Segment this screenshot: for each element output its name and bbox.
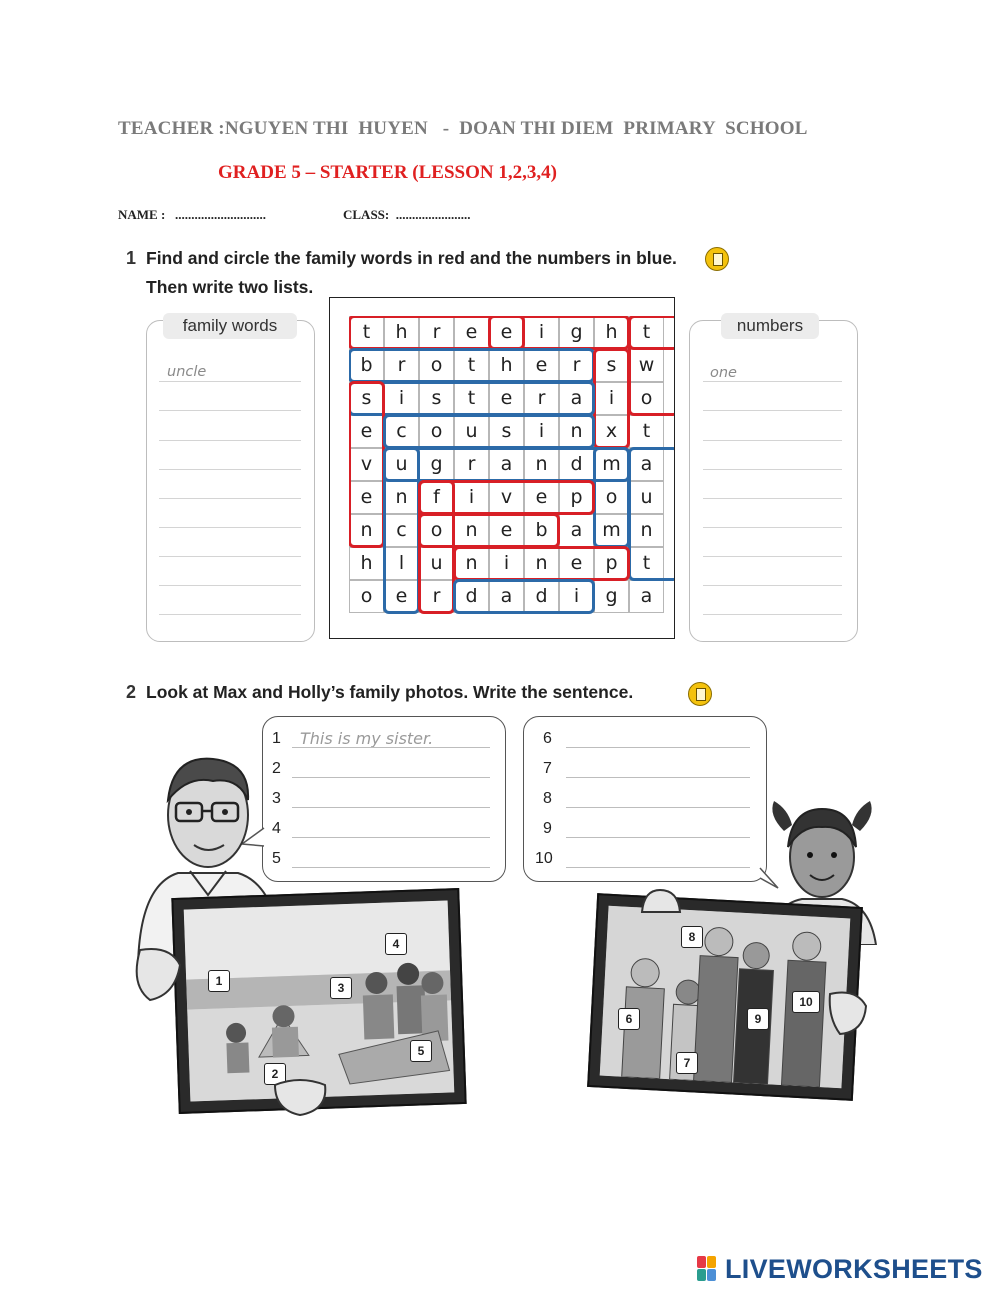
grid-letter[interactable]: o <box>419 415 454 448</box>
sentence-line[interactable] <box>292 747 490 748</box>
sentence-line[interactable] <box>292 777 490 778</box>
family-word-ring <box>453 546 630 581</box>
sentence-line[interactable] <box>566 747 750 748</box>
grid-letter[interactable]: p <box>594 547 629 580</box>
grid-letter[interactable]: i <box>524 415 559 448</box>
number-line[interactable] <box>703 585 842 586</box>
photo-tag: 4 <box>385 933 407 955</box>
grid-letter[interactable]: o <box>419 514 454 547</box>
grid-letter[interactable]: u <box>454 415 489 448</box>
grid-letter[interactable]: d <box>454 580 489 613</box>
grid-letter[interactable]: t <box>349 316 384 349</box>
grid-letter[interactable]: v <box>489 481 524 514</box>
sentence-number: 2 <box>272 760 281 777</box>
photo-tag: 8 <box>681 926 703 948</box>
grid-letter[interactable]: r <box>454 448 489 481</box>
photo-tag: 3 <box>330 977 352 999</box>
number-word-ring <box>628 447 675 581</box>
task-1-instruction-line1: Find and circle the family words in red and the numbers in blue. <box>146 248 677 268</box>
sentence-number: 10 <box>535 850 553 867</box>
girl-hand-left <box>638 886 684 916</box>
grid-letter[interactable]: t <box>629 547 664 580</box>
family-word-line[interactable] <box>159 614 301 615</box>
numbers-sample: one <box>710 365 737 381</box>
family-photo-frame <box>587 893 863 1101</box>
sentence-number: 1 <box>272 730 281 747</box>
sentence-number: 8 <box>543 790 552 807</box>
grid-letter[interactable]: o <box>419 349 454 382</box>
grid-letter[interactable]: v <box>349 448 384 481</box>
grid-letter[interactable]: i <box>454 481 489 514</box>
boy-hand-right <box>270 1075 330 1120</box>
family-words-sample: uncle <box>167 364 207 380</box>
number-line[interactable] <box>703 556 842 557</box>
grid-letter[interactable]: e <box>524 349 559 382</box>
grid-letter[interactable]: a <box>559 382 594 415</box>
sentence-line[interactable] <box>292 867 490 868</box>
sentence-line[interactable] <box>566 807 750 808</box>
family-word-ring <box>593 348 630 449</box>
task-2-instruction: Look at Max and Holly’s family photos. Write the sentence. <box>146 682 634 702</box>
sentence-line[interactable] <box>292 837 490 838</box>
boy-hand-left <box>130 945 190 1005</box>
grid-letter[interactable]: a <box>489 448 524 481</box>
sentence-number: 4 <box>272 820 281 837</box>
photo-tag: 6 <box>618 1008 640 1030</box>
beach-photo <box>184 900 455 1101</box>
grid-letter[interactable]: s <box>594 349 629 382</box>
photo-tag: 9 <box>747 1008 769 1030</box>
grid-letter[interactable]: e <box>489 316 524 349</box>
grid-letter[interactable]: n <box>629 514 664 547</box>
family-word-line[interactable] <box>159 410 301 411</box>
grid-letter[interactable]: e <box>349 415 384 448</box>
grid-letter[interactable]: i <box>524 316 559 349</box>
grid-letter[interactable]: t <box>454 382 489 415</box>
number-word-ring <box>383 414 595 449</box>
family-word-ring <box>418 513 560 548</box>
grid-letter[interactable]: b <box>349 349 384 382</box>
number-line[interactable] <box>703 440 842 441</box>
grid-letter[interactable]: e <box>454 316 489 349</box>
grid-letter[interactable]: n <box>384 481 419 514</box>
grid-letter[interactable]: i <box>489 547 524 580</box>
grid-letter[interactable]: x <box>594 415 629 448</box>
girl-hand-right <box>826 988 870 1038</box>
family-word-line[interactable] <box>159 440 301 441</box>
grid-letter[interactable]: i <box>559 580 594 613</box>
grid-letter[interactable]: p <box>559 481 594 514</box>
number-line[interactable] <box>703 498 842 499</box>
grid-letter[interactable]: r <box>559 349 594 382</box>
grid-letter[interactable]: g <box>559 316 594 349</box>
family-word-line[interactable] <box>159 556 301 557</box>
grid-letter[interactable]: w <box>629 349 664 382</box>
grid-letter[interactable]: e <box>559 547 594 580</box>
name-field-label: NAME : ............................ <box>118 207 267 222</box>
family-word-line[interactable] <box>159 585 301 586</box>
grid-letter[interactable]: o <box>629 382 664 415</box>
task-1-instruction-line2: Then write two lists. <box>146 277 314 297</box>
family-word-line[interactable] <box>159 469 301 470</box>
grid-letter[interactable]: o <box>349 580 384 613</box>
photo-tag: 1 <box>208 970 230 992</box>
grid-letter[interactable]: d <box>559 448 594 481</box>
number-word-ring <box>349 348 595 383</box>
grid-letter[interactable]: g <box>594 580 629 613</box>
grid-letter[interactable]: s <box>489 415 524 448</box>
grid-letter[interactable]: r <box>524 382 559 415</box>
grid-letter[interactable]: i <box>594 382 629 415</box>
sentence-line[interactable] <box>566 777 750 778</box>
photo-tag: 10 <box>792 991 820 1013</box>
grid-letter[interactable]: u <box>629 481 664 514</box>
grid-letter[interactable]: a <box>489 580 524 613</box>
photo-tag: 2 <box>264 1063 286 1085</box>
numbers-title: numbers <box>721 313 819 339</box>
grid-letter[interactable]: n <box>454 547 489 580</box>
number-word-ring <box>593 447 630 548</box>
grid-letter[interactable]: n <box>524 547 559 580</box>
photo-tag: 5 <box>410 1040 432 1062</box>
grid-letter[interactable]: e <box>524 481 559 514</box>
sentence-number: 7 <box>543 760 552 777</box>
task-1-number: 1 <box>126 248 137 268</box>
family-word-line[interactable] <box>159 381 301 382</box>
number-line[interactable] <box>703 614 842 615</box>
speech-bubble-right <box>523 716 767 882</box>
photo-tag: 7 <box>676 1052 698 1074</box>
grid-letter[interactable]: m <box>594 514 629 547</box>
grid-letter[interactable]: t <box>629 316 664 349</box>
number-line[interactable] <box>703 469 842 470</box>
grid-letter[interactable]: a <box>559 514 594 547</box>
family-word-ring <box>628 316 675 416</box>
number-line[interactable] <box>703 381 842 382</box>
teacher-header: TEACHER :NGUYEN THI HUYEN - DOAN THI DIEM PRIMARY SCHOOL <box>118 118 808 139</box>
family-word-ring <box>488 316 630 350</box>
grid-letter[interactable]: u <box>419 547 454 580</box>
grid-letter[interactable]: t <box>454 349 489 382</box>
sentence-sample: This is my sister. <box>300 729 434 748</box>
grid-letter[interactable]: l <box>384 547 419 580</box>
sentence-number: 5 <box>272 850 281 867</box>
grid-letter[interactable]: e <box>489 382 524 415</box>
grid-letter[interactable]: d <box>524 580 559 613</box>
grid-letter[interactable]: a <box>629 580 664 613</box>
number-word-ring <box>453 579 595 614</box>
grid-letter[interactable]: h <box>384 316 419 349</box>
grid-letter[interactable]: n <box>454 514 489 547</box>
grid-letter[interactable]: u <box>384 448 419 481</box>
grid-letter[interactable]: r <box>384 349 419 382</box>
grid-letter[interactable]: h <box>594 316 629 349</box>
class-field-label: CLASS: ....................... <box>343 207 471 222</box>
grid-letter[interactable]: g <box>419 448 454 481</box>
grid-letter[interactable]: i <box>384 382 419 415</box>
grid-letter[interactable]: e <box>384 580 419 613</box>
note-icon[interactable] <box>705 247 729 271</box>
number-line[interactable] <box>703 527 842 528</box>
logo-text: LIVEWORKSHEETS <box>725 1253 983 1284</box>
family-word-ring <box>349 381 385 548</box>
grid-letter[interactable]: r <box>419 580 454 613</box>
grid-letter[interactable]: a <box>629 448 664 481</box>
sentence-number: 3 <box>272 790 281 807</box>
grid-letter[interactable]: m <box>594 448 629 481</box>
grid-letter[interactable]: s <box>419 382 454 415</box>
grid-letter[interactable]: e <box>349 481 384 514</box>
family-word-line[interactable] <box>159 498 301 499</box>
grid-letter[interactable]: e <box>489 514 524 547</box>
grid-letter[interactable]: f <box>419 481 454 514</box>
note-icon[interactable] <box>688 682 712 706</box>
sentence-number: 6 <box>543 730 552 747</box>
family-words-title: family words <box>163 313 297 339</box>
number-line[interactable] <box>703 410 842 411</box>
grid-letter[interactable]: h <box>489 349 524 382</box>
grid-letter[interactable]: r <box>419 316 454 349</box>
grid-letter[interactable]: h <box>349 547 384 580</box>
word-search-frame <box>329 297 675 639</box>
grid-letter[interactable]: b <box>524 514 559 547</box>
logo-blocks-icon <box>697 1256 723 1282</box>
word-search-grid <box>349 316 675 626</box>
sentence-line[interactable] <box>566 867 750 868</box>
grade-title: GRADE 5 – STARTER (LESSON 1,2,3,4) <box>218 162 557 183</box>
liveworksheets-logo[interactable] <box>697 1254 983 1284</box>
grid-letter[interactable]: c <box>384 514 419 547</box>
sentence-line[interactable] <box>566 837 750 838</box>
grid-letter[interactable]: n <box>524 448 559 481</box>
task-2-number: 2 <box>126 682 137 702</box>
family-word-line[interactable] <box>159 527 301 528</box>
sentence-line[interactable] <box>292 807 490 808</box>
sentence-number: 9 <box>543 820 552 837</box>
number-word-ring <box>349 381 595 416</box>
grid-letter[interactable]: t <box>629 415 664 448</box>
grid-letter[interactable]: n <box>349 514 384 547</box>
grid-letter[interactable]: c <box>384 415 419 448</box>
grid-letter[interactable]: n <box>559 415 594 448</box>
grid-letter[interactable]: o <box>594 481 629 514</box>
grid-letter[interactable]: s <box>349 382 384 415</box>
